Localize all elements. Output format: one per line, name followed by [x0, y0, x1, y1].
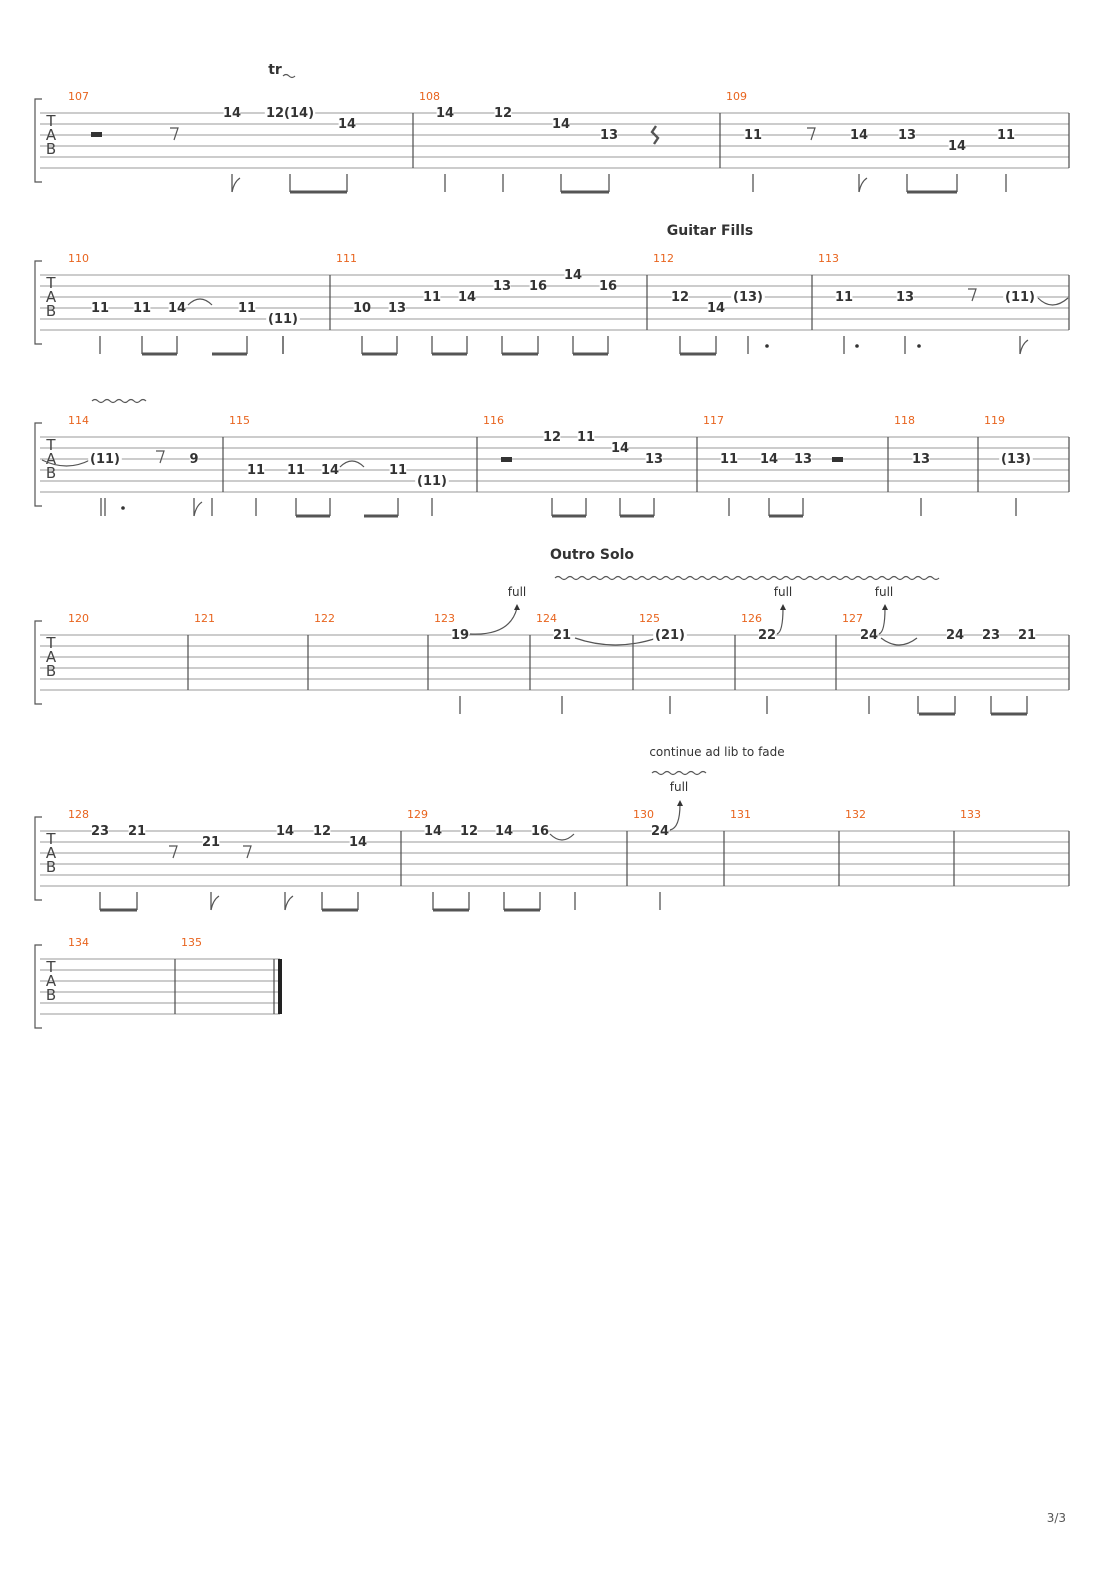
fret-number: (11)	[1005, 290, 1035, 305]
vibrato-wave	[652, 772, 706, 775]
fret-number: 11	[719, 452, 739, 467]
fret-number: 9	[189, 452, 199, 467]
tab-staff	[35, 936, 280, 1028]
fret-number: 19	[450, 628, 470, 643]
bend-arrow	[470, 608, 517, 634]
measure-number: 125	[639, 612, 660, 625]
bend-arrow	[879, 608, 885, 634]
fret-number: (11)	[417, 474, 447, 489]
fret-number: 22	[757, 628, 777, 643]
measure-number: 114	[68, 414, 89, 427]
tie	[575, 638, 657, 645]
fret-number: 14	[563, 268, 583, 283]
fret-number: (11)	[90, 452, 120, 467]
measure-number: 115	[229, 414, 250, 427]
tab-clef-letter: B	[45, 302, 57, 320]
tie	[340, 461, 364, 467]
fret-number: 14	[849, 128, 869, 143]
note-flag	[859, 178, 867, 192]
fret-number: 14	[348, 835, 368, 850]
fret-number: 14	[457, 290, 477, 305]
fret-number: 11	[388, 463, 408, 478]
tab-clef-letter: T	[46, 634, 56, 652]
fret-number: 13	[793, 452, 813, 467]
tab-clef-letter: T	[46, 436, 56, 454]
eighth-rest	[807, 128, 815, 140]
rhythm-dot	[917, 344, 921, 348]
fret-number: (21)	[655, 628, 685, 643]
tab-clef-letter: A	[45, 288, 57, 306]
fret-number: 11	[996, 128, 1016, 143]
tab-staff	[35, 612, 1069, 704]
staff-brace	[35, 817, 42, 900]
fret-number: 13	[895, 290, 915, 305]
score-annotation: full	[669, 780, 689, 794]
measure-number: 131	[730, 808, 751, 821]
fret-number: 14	[275, 824, 295, 839]
fret-number: 12	[312, 824, 332, 839]
fret-number: 13	[911, 452, 931, 467]
measure-number: 108	[419, 90, 440, 103]
tab-clef-letter: B	[45, 140, 57, 158]
fret-number: (13)	[733, 290, 763, 305]
fret-number: 11	[132, 301, 152, 316]
tab-clef-letter: B	[45, 662, 57, 680]
bend-arrow	[670, 804, 680, 830]
trill-wave	[283, 75, 295, 78]
bend-arrow-head	[882, 604, 888, 610]
note-flag	[285, 896, 293, 910]
fret-number: 14	[423, 824, 443, 839]
measure-number: 128	[68, 808, 89, 821]
measure-number: 122	[314, 612, 335, 625]
score-annotation: full	[773, 585, 793, 599]
tab-clef-letter: T	[46, 274, 56, 292]
fret-number: (13)	[1001, 452, 1031, 467]
fret-number: 11	[576, 430, 596, 445]
score-annotation: continue ad lib to fade	[649, 745, 785, 759]
fret-number: 14	[610, 441, 630, 456]
fret-number: (11)	[268, 312, 298, 327]
measure-number: 126	[741, 612, 762, 625]
measure-number: 113	[818, 252, 839, 265]
fret-number: 21	[552, 628, 572, 643]
fret-number: 14	[435, 106, 455, 121]
measure-number: 129	[407, 808, 428, 821]
tie	[188, 299, 212, 305]
rhythm-dot	[121, 506, 125, 510]
tab-clef-letter: T	[46, 830, 56, 848]
measure-number: 133	[960, 808, 981, 821]
tab-clef-letter: T	[46, 112, 56, 130]
note-flag	[232, 178, 240, 192]
fret-number: 13	[387, 301, 407, 316]
fret-number: 14	[706, 301, 726, 316]
measure-number: 119	[984, 414, 1005, 427]
eighth-rest	[243, 846, 251, 858]
fret-number: 14	[320, 463, 340, 478]
vibrato-wave	[555, 577, 939, 580]
tab-staff	[35, 808, 1069, 900]
fret-number: 14	[222, 106, 242, 121]
fret-number: 11	[286, 463, 306, 478]
bend-arrow	[777, 608, 783, 634]
rhythm-dot	[855, 344, 859, 348]
note-flag	[1020, 340, 1028, 354]
fret-number: 24	[650, 824, 670, 839]
measure-number: 117	[703, 414, 724, 427]
measure-number: 124	[536, 612, 557, 625]
note-flag	[194, 502, 202, 516]
fret-number: 21	[1017, 628, 1037, 643]
fret-number: 13	[897, 128, 917, 143]
fret-number: 23	[90, 824, 110, 839]
fret-number: 11	[237, 301, 257, 316]
staff-brace	[35, 99, 42, 182]
fret-number: 16	[528, 279, 548, 294]
fret-number: 11	[834, 290, 854, 305]
fret-number: 23	[981, 628, 1001, 643]
bend-arrow-head	[514, 604, 520, 610]
fret-number: 14	[494, 824, 514, 839]
measure-number: 111	[336, 252, 357, 265]
score-annotation: full	[874, 585, 894, 599]
half-rest	[832, 457, 843, 462]
eighth-rest	[170, 128, 178, 140]
fret-number: 24	[859, 628, 879, 643]
fret-number: 21	[201, 835, 221, 850]
measure-number: 134	[68, 936, 89, 949]
tab-clef-letter: B	[45, 858, 57, 876]
staff-brace	[35, 621, 42, 704]
fret-number: 12	[542, 430, 562, 445]
fret-number: 16	[598, 279, 618, 294]
eighth-rest	[169, 846, 177, 858]
tab-clef-letter: A	[45, 972, 57, 990]
rhythm-dot	[765, 344, 769, 348]
fret-number: 12	[459, 824, 479, 839]
fret-number: 16	[530, 824, 550, 839]
fret-number: 11	[422, 290, 442, 305]
score-annotation: tr	[268, 62, 282, 78]
measure-number: 123	[434, 612, 455, 625]
half-rest	[501, 457, 512, 462]
measure-number: 135	[181, 936, 202, 949]
fret-number: 14	[167, 301, 187, 316]
eighth-rest	[968, 289, 976, 301]
fret-number: 24	[945, 628, 965, 643]
fret-number: 14	[947, 139, 967, 154]
staff-brace	[35, 261, 42, 344]
tab-clef-letter: B	[45, 986, 57, 1004]
score-annotation: Outro Solo	[549, 547, 635, 563]
tab-clef-letter: A	[45, 126, 57, 144]
fret-number: 13	[492, 279, 512, 294]
half-rest	[91, 132, 102, 137]
tie	[881, 638, 917, 645]
measure-number: 120	[68, 612, 89, 625]
fret-number: 21	[127, 824, 147, 839]
measure-number: 112	[653, 252, 674, 265]
score-annotation: Guitar Fills	[666, 223, 754, 239]
staff-brace	[35, 423, 42, 506]
fret-number: 11	[90, 301, 110, 316]
tab-clef-letter: T	[46, 958, 56, 976]
fret-number: 14	[759, 452, 779, 467]
measure-number: 121	[194, 612, 215, 625]
page-number: 3/3	[1046, 1511, 1066, 1525]
fret-number: 11	[246, 463, 266, 478]
measure-number: 127	[842, 612, 863, 625]
tie	[550, 834, 574, 840]
vibrato-wave	[92, 400, 146, 403]
bend-arrow-head	[780, 604, 786, 610]
fret-number: 12(14)	[265, 106, 315, 121]
eighth-rest	[156, 451, 164, 463]
measure-number: 109	[726, 90, 747, 103]
measure-number: 110	[68, 252, 89, 265]
score-annotation: full	[507, 585, 527, 599]
measure-number: 130	[633, 808, 654, 821]
fret-number: 14	[551, 117, 571, 132]
staff-brace	[35, 945, 42, 1028]
tab-clef-letter: A	[45, 844, 57, 862]
bend-arrow-head	[677, 800, 683, 806]
fret-number: 13	[599, 128, 619, 143]
note-flag	[211, 896, 219, 910]
fret-number: 11	[743, 128, 763, 143]
measure-number: 116	[483, 414, 504, 427]
tab-clef-letter: B	[45, 464, 57, 482]
fret-number: 12	[493, 106, 513, 121]
fret-number: 13	[644, 452, 664, 467]
fret-number: 14	[337, 117, 357, 132]
tab-clef-letter: A	[45, 648, 57, 666]
fret-number: 12	[670, 290, 690, 305]
tie	[1038, 298, 1068, 305]
tab-clef-letter: A	[45, 450, 57, 468]
fret-number: 10	[352, 301, 372, 316]
measure-number: 132	[845, 808, 866, 821]
measure-number: 118	[894, 414, 915, 427]
measure-number: 107	[68, 90, 89, 103]
